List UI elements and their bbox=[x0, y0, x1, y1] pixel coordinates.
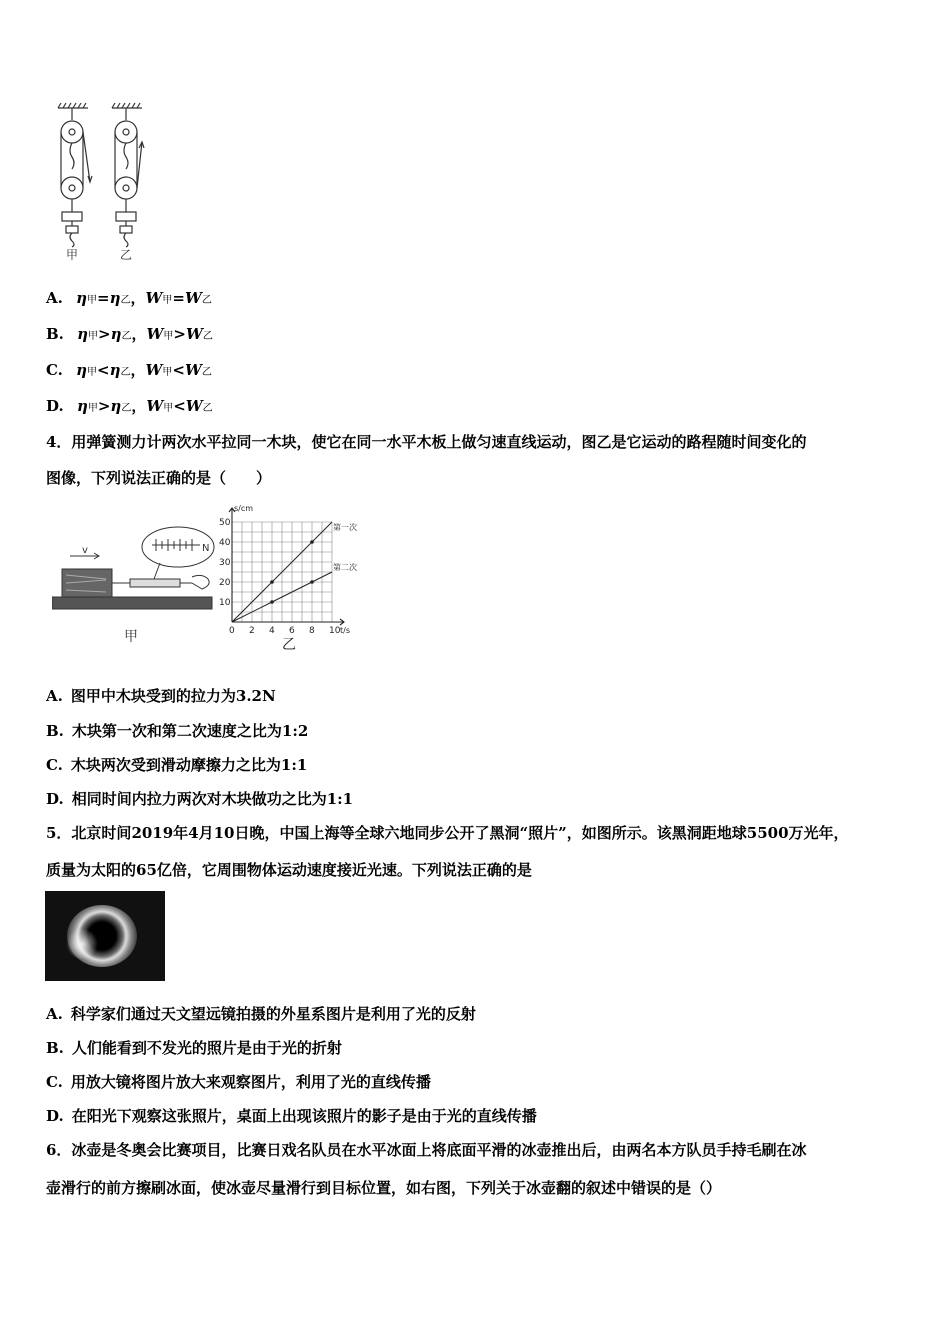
pulley-label-jia: 甲 bbox=[66, 248, 79, 262]
y-tick-label: 50 bbox=[219, 518, 231, 528]
x-tick-label: 0 bbox=[229, 626, 235, 636]
q4-stem-line2: 图像，下列说法正确的是（ ） bbox=[46, 469, 272, 487]
q4-option-c[interactable]: C. 木块两次受到滑动摩擦力之比为1:1 bbox=[46, 756, 308, 774]
x-tick-label: 2 bbox=[249, 626, 255, 636]
black-hole-image bbox=[45, 891, 165, 981]
data-point bbox=[310, 540, 314, 544]
x-tick-label: 10 bbox=[329, 626, 341, 636]
x-tick-label: 4 bbox=[269, 626, 275, 636]
y-axis-label: s/cm bbox=[234, 504, 254, 513]
series-label-1: 第一次 bbox=[333, 523, 357, 532]
q3-option-d[interactable]: D. η甲>η乙，W甲<W乙 bbox=[46, 397, 213, 415]
pulley-label-yi: 乙 bbox=[120, 248, 133, 262]
fig-label-yi: 乙 bbox=[282, 637, 296, 652]
pulley-figure bbox=[48, 100, 158, 265]
gauge-unit-label: N bbox=[202, 543, 210, 554]
x-tick-label: 8 bbox=[309, 626, 315, 636]
series-label-2: 第二次 bbox=[333, 563, 357, 572]
data-point bbox=[270, 600, 274, 604]
q3-option-b[interactable]: B. η甲>η乙，W甲>W乙 bbox=[46, 325, 213, 343]
data-point bbox=[270, 580, 274, 584]
q5-option-b[interactable]: B. 人们能看到不发光的照片是由于光的折射 bbox=[46, 1039, 342, 1057]
q5-stem-line1: 5．北京时间2019年4月10日晚，中国上海等全球六地同步公开了黑洞“照片”，如图所示。该黑洞距地球5500万光年， bbox=[46, 824, 849, 842]
y-tick-label: 20 bbox=[219, 578, 231, 588]
x-tick-label: 6 bbox=[289, 626, 295, 636]
q4-option-a[interactable]: A. 图甲中木块受到的拉力为3.2N bbox=[46, 687, 276, 705]
q5-option-a[interactable]: A. 科学家们通过天文望远镜拍摄的外星系图片是利用了光的反射 bbox=[46, 1005, 476, 1023]
y-tick-label: 30 bbox=[219, 558, 231, 568]
data-point bbox=[310, 580, 314, 584]
y-tick-label: 10 bbox=[219, 598, 231, 608]
q3-option-a[interactable]: A. η甲=η乙，W甲=W乙 bbox=[46, 289, 212, 307]
q6-stem-line2: 壶滑行的前方擦刷冰面，使冰壶尽量滑行到目标位置，如右图，下列关于冰壶翻的叙述中错误的是（） bbox=[46, 1179, 722, 1197]
q4-stem-line1: 4．用弹簧测力计两次水平拉同一木块，使它在同一水平木板上做匀速直线运动，图乙是它运动的路程随时间变化的 bbox=[46, 433, 807, 451]
x-axis-label: t/s bbox=[340, 626, 350, 635]
q4-option-b[interactable]: B. 木块第一次和第二次速度之比为1:2 bbox=[46, 722, 309, 740]
velocity-label: v bbox=[82, 545, 88, 556]
q4-option-d[interactable]: D. 相同时间内拉力两次对木块做功之比为1:1 bbox=[46, 790, 354, 808]
q5-option-c[interactable]: C. 用放大镜将图片放大来观察图片，利用了光的直线传播 bbox=[46, 1073, 431, 1091]
y-tick-label: 40 bbox=[219, 538, 231, 548]
q5-option-d[interactable]: D. 在阳光下观察这张照片，桌面上出现该照片的影子是由于光的直线传播 bbox=[46, 1107, 537, 1125]
q5-stem-line2: 质量为太阳的65亿倍，它周围物体运动速度接近光速。下列说法正确的是 bbox=[46, 861, 532, 879]
s-t-chart bbox=[218, 502, 358, 652]
q3-option-c[interactable]: C. η甲<η乙，W甲<W乙 bbox=[46, 361, 212, 379]
q6-stem-line1: 6．冰壶是冬奥会比赛项目，比赛日戏名队员在水平冰面上将底面平滑的冰壶推出后，由两名本方队员手持毛刷在冰 bbox=[46, 1141, 807, 1159]
fig-label-jia: 甲 bbox=[124, 629, 138, 645]
spring-scale-figure bbox=[52, 525, 217, 650]
